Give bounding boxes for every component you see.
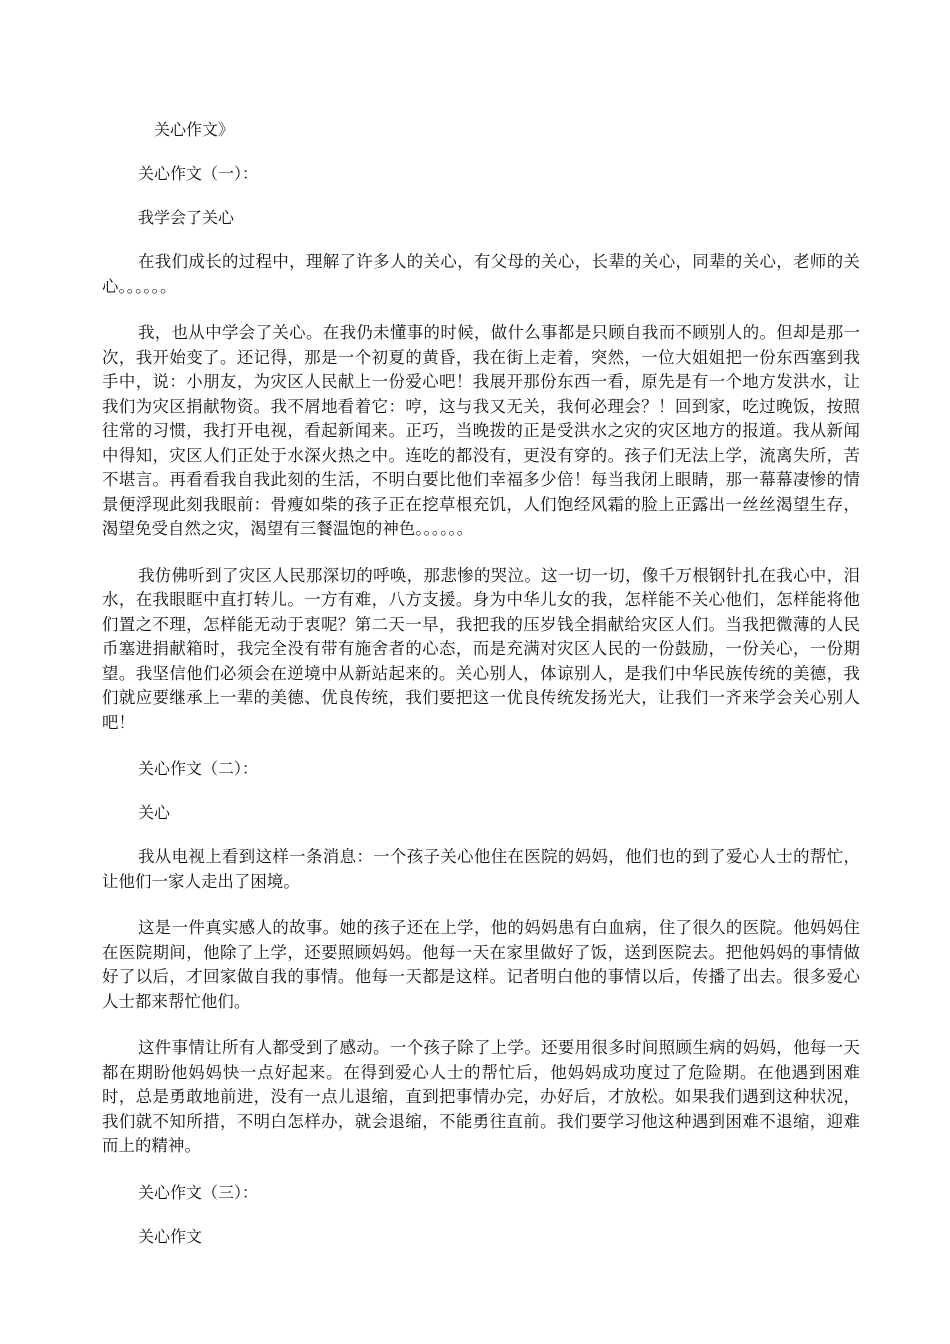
section-1-paragraph-2: 我，也从中学会了关心。在我仍未懂事的时候，做什么事都是只顾自我而不顾别人的。但却是那一次，我开始变了。还记得，那是一个初夏的黄昏，我在街上走着，突然，一位大姐姐把一份东西塞到我手中，说：小朋友，为灾区人民献上一份爱心吧！我展开那份东西一看，原先是有一个地方发洪水，让我们为灾区捐献物资。我不屑地看着它：哼，这与我又无关，我何必理会？！回到家，吃过晚饭，按照往常的习惯，我打开电视，看起新闻来。正巧，当晚拨的正是受洪水之灾的灾区地方的报道。我从新闻中得知，灾区人们正处于水深火热之中。连吃的都没有，更没有穿的。孩子们无法上学，流离失所，苦不堪言。再看看我自我此刻的生活，不明白要比他们幸福多少倍！每当我闭上眼睛，那一幕幕凄惨的情景便浮现此刻我眼前：骨瘦如柴的孩子正在挖草根充饥，人们饱经风霜的脸上正露出一丝丝渴望生存，渴望免受自然之灾，渴望有三餐温饱的神色。。。。。。 bbox=[102, 323, 860, 538]
section-1-subtitle: 我学会了关心 bbox=[138, 208, 235, 227]
section-2-paragraph-3: 这件事情让所有人都受到了感动。一个孩子除了上学。还要用很多时间照顾生病的妈妈，他每一天都在期盼他妈妈快一点好起来。在得到爱心人士的帮忙后，他妈妈成功度过了危险期。在他遇到困难时，总是勇敢地前进，没有一点儿退缩，直到把事情办完，办好后，才放松。如果我们遇到这种状况，我们就不知所措，不明白怎样办，就会退缩，不能勇往直前。我们要学习他这种遇到困难不退缩，迎难而上的精神。 bbox=[102, 1038, 860, 1155]
document-title: 关心作文》 bbox=[154, 120, 235, 139]
section-1-heading: 关心作文（一）： bbox=[138, 164, 259, 183]
document-page bbox=[102, 118, 860, 1269]
section-3-heading: 关心作文（三）： bbox=[138, 1182, 259, 1202]
section-2-subtitle: 关心 bbox=[138, 803, 171, 822]
section-2-paragraph-1: 我从电视上看到这样一条消息：一个孩子关心他住在医院的妈妈，他们也的到了爱心人士的帮忙，让他们一家人走出了困境。 bbox=[102, 847, 860, 891]
section-2-paragraph-2: 这是一件真实感人的故事。她的孩子还在上学，他的妈妈患有白血病，住了很久的医院。他妈妈住在医院期间，他除了上学，还要照顾妈妈。他每一天在家里做好了饭，送到医院去。把他妈妈的事情做好了以后，才回家做自我的事情。他每一天都是这样。记者明白他的事情以后，传播了出去。很多爱心人士都来帮忙他们。 bbox=[102, 918, 860, 1011]
section-1-paragraph-1: 在我们成长的过程中，理解了许多人的关心，有父母的关心，长辈的关心，同辈的关心，老师的关心。。。。。。 bbox=[102, 252, 860, 296]
section-3-subtitle: 关心作文 bbox=[138, 1226, 203, 1246]
section-2-heading: 关心作文（二）： bbox=[138, 759, 259, 778]
section-1-paragraph-3: 我仿佛听到了灾区人民那深切的呼唤，那悲惨的哭泣。这一切一切，像千万根钢针扎在我心中，泪水，在我眼眶中直打转儿。一方有难，八方支援。身为中华儿女的我，怎样能不关心他们，怎样能将他们置之不理，怎样能无动于衷呢？第二天一早，我把我的压岁钱全捐献给灾区人们。当我把微薄的人民币塞进捐献箱时，我完全没有带有施舍者的心态，而是充满对灾区人民的一份鼓励，一份关心，一份期望。我坚信他们必须会在逆境中从新站起来的。关心别人，体谅别人，是我们中华民族传统的美德，我们就应要继承上一辈的美德、优良传统，我们要把这一优良传统发扬光大，让我们一齐来学会关心别人吧！ bbox=[102, 565, 860, 732]
